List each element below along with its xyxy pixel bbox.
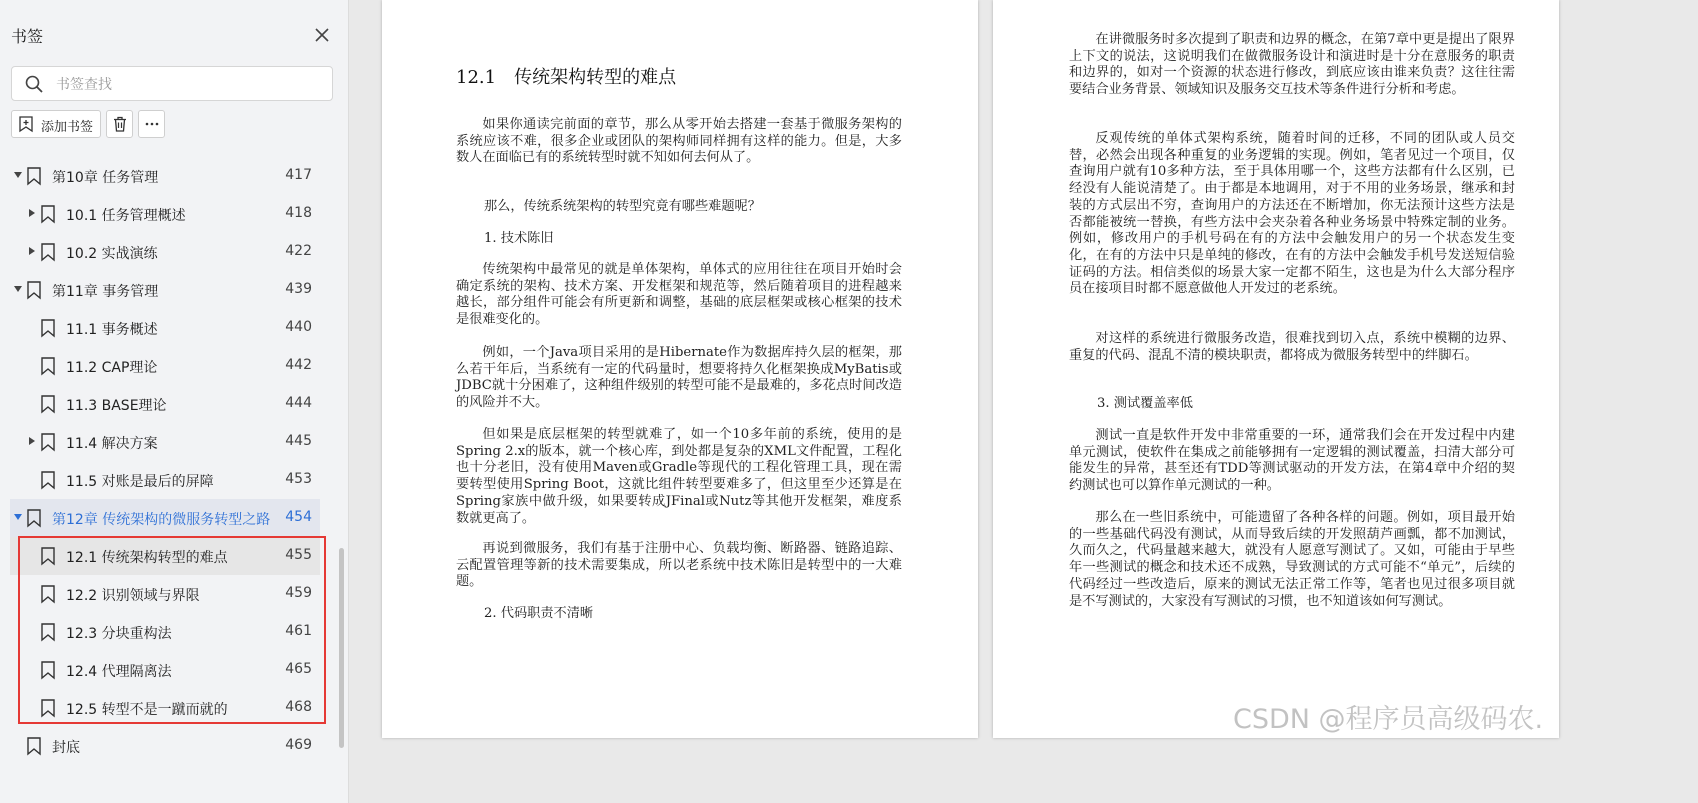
bookmark-item[interactable]: [10, 689, 320, 727]
bookmark-icon: [26, 736, 42, 756]
expand-arrow-icon[interactable]: [27, 246, 37, 256]
bookmark-label: 11.3 BASE理论: [66, 398, 167, 414]
bookmark-page-number: 459: [285, 585, 312, 601]
sidebar-scrollbar[interactable]: [339, 548, 344, 748]
paragraph: 但如果是底层框架的转型就难了，如一个10多年前的系统，使用的是Spring 2.x的版本，就一个核心库，到处都是复杂的XML文件配置，工程化也十分老旧，没有使用Maven或Gradle等现代的工程化管理工具，现在需要转型使用Spring Boot，这就比组件转型要难多了，但这里至少还算是在Spring家族中做升级，如果要转成JFinal或Nutz等其他开发框架，难度系数就更高了。: [456, 427, 902, 526]
bookmark-item[interactable]: [10, 385, 320, 423]
bookmark-page-number: 442: [285, 357, 312, 373]
bookmark-page-number: 469: [285, 737, 312, 753]
paragraph: 反观传统的单体式架构系统，随着时间的迁移，不同的团队或人员交替，必然会出现各种重复的业务逻辑的实现。例如，笔者见过一个项目，仅查询用户就有10多种方法，至于具体用哪一个，这些方法都有什么区别，已经没有人能说清楚了。由于都是本地调用，对于不用的业务场景，继承和封装的方式层出不穷，查询用户的方法还在不断增加，你无法预计这些方法是否都能被统一替换，有些方法中会夹杂着各种业务场景中特殊定制的业务。例如，修改用户的手机号码在有的方法中会触发用户的另一个状态发生变化，在有的方法中只是单纯的修改，在有的方法中会触发手机号发送短信验证码的方法。相信类似的场景大家一定都不陌生，这也是为什么大部分程序员在接项目时都不愿意做他人开发过的老系统。: [1069, 131, 1515, 297]
bookmark-label: 11.5 对账是最后的屏障: [66, 474, 214, 490]
paragraph: 测试一直是软件开发中非常重要的一环，通常我们会在开发过程中内建单元测试，使软件在集成之前能够拥有一定逻辑的测试覆盖，扫清大部分可能发生的异常，甚至还有TDD等测试驱动的开发方法，在第4章中介绍的契约测试也可以算作单元测试的一种。: [1069, 428, 1515, 494]
bookmark-label: 12.5 转型不是一蹴而就的: [66, 702, 228, 718]
bookmark-label: 11.1 事务概述: [66, 322, 158, 338]
trash-icon: [111, 115, 129, 133]
bookmark-icon: [40, 470, 56, 490]
bookmark-icon: [40, 622, 56, 642]
bookmark-label: 10.2 实战演练: [66, 246, 158, 262]
delete-bookmark-button[interactable]: [106, 110, 133, 138]
document-page-left: [382, 0, 978, 738]
bookmark-icon: [40, 394, 56, 414]
bookmark-icon: [40, 318, 56, 338]
bookmark-item[interactable]: [10, 423, 320, 461]
bookmark-icon: [40, 546, 56, 566]
paragraph: 如果你通读完前面的章节，那么从零开始去搭建一套基于微服务架构的系统应该不难，很多企业或团队的架构师同样拥有这样的能力。但是，大多数人在面临已有的系统转型时就不知如何去何从了。: [456, 117, 902, 166]
bookmark-label: 12.3 分块重构法: [66, 626, 172, 642]
bookmark-item[interactable]: [10, 195, 320, 233]
bookmark-search[interactable]: [11, 66, 333, 101]
bookmark-item[interactable]: [10, 347, 320, 385]
add-bookmark-button[interactable]: [11, 110, 101, 138]
bookmark-icon: [40, 584, 56, 604]
bookmark-label: 10.1 任务管理概述: [66, 208, 186, 224]
bookmark-item[interactable]: [10, 575, 320, 613]
bookmark-page-number: 453: [285, 471, 312, 487]
bookmark-page-number: 440: [285, 319, 312, 335]
panel-title: 书签: [11, 27, 44, 46]
paragraph: 对这样的系统进行微服务改造，很难找到切入点，系统中模糊的边界、重复的代码、混乱不清的模块职责，都将成为微服务转型中的绊脚石。: [1069, 331, 1515, 363]
bookmark-page-number: 445: [285, 433, 312, 449]
bookmark-page-number: 461: [285, 623, 312, 639]
bookmark-page-number: 455: [285, 547, 312, 563]
bookmark-icon: [40, 242, 56, 262]
document-page-right: [993, 0, 1559, 738]
bookmark-icon: [40, 698, 56, 718]
bookmark-label: 11.4 解决方案: [66, 436, 158, 452]
paragraph: 那么，传统系统架构的转型究竟有哪些难题呢？: [484, 199, 761, 214]
bookmark-label: 封底: [52, 740, 80, 756]
bookmark-item[interactable]: [10, 461, 320, 499]
paragraph: 例如，一个Java项目采用的是Hibernate作为数据库持久层的框架，那么若干年后，当系统有一定的代码量时，想要将持久化框架换成MyBatis或JDBC就十分困难了，这种组件级别的转型可能不是最难的，多花点时间改造的风险并不大。: [456, 345, 902, 411]
subheading: 1. 技术陈旧: [484, 231, 554, 246]
subheading: 2. 代码职责不清晰: [484, 606, 594, 621]
bookmark-item[interactable]: [10, 499, 320, 537]
bookmark-label: 12.4 代理隔离法: [66, 664, 172, 680]
more-icon: [143, 115, 161, 133]
collapse-arrow-icon[interactable]: [13, 512, 23, 522]
bookmark-item[interactable]: [10, 157, 320, 195]
bookmark-item[interactable]: [10, 271, 320, 309]
bookmark-page-number: 418: [285, 205, 312, 221]
bookmark-label: 12.2 识别领域与界限: [66, 588, 200, 604]
bookmark-label: 第10章 任务管理: [52, 170, 159, 186]
bookmark-icon: [40, 356, 56, 376]
collapse-arrow-icon[interactable]: [13, 170, 23, 180]
bookmark-page-number: 422: [285, 243, 312, 259]
add-bookmark-label: 添加书签: [41, 120, 94, 135]
bookmark-icon: [26, 508, 42, 528]
bookmark-page-number: 465: [285, 661, 312, 677]
bookmark-item[interactable]: [10, 309, 320, 347]
bookmark-label: 12.1 传统架构转型的难点: [66, 550, 228, 566]
section-heading: 12.1 传统架构转型的难点: [456, 67, 677, 88]
paragraph: 那么在一些旧系统中，可能遗留了各种各样的问题。例如，项目最开始的一些基础代码没有测试，从而导致后续的开发照葫芦画瓢，都不加测试，久而久之，代码量越来越大，就没有人愿意写测试了。又如，可能由于早些年一些测试的概念和技术还不成熟，导致测试的方式可能不“单元”，后续的代码经过一些改造后，原来的测试无法正常工作等，笔者也见过很多项目就是不写测试的，大家没有写测试的习惯，也不知道该如何写测试。: [1069, 510, 1515, 609]
bookmark-page-number: 417: [285, 167, 312, 183]
subheading: 3. 测试覆盖率低: [1097, 396, 1193, 411]
bookmark-search-input[interactable]: [54, 73, 318, 97]
expand-arrow-icon[interactable]: [27, 208, 37, 218]
bookmark-panel: [0, 0, 349, 803]
bookmark-label: 11.2 CAP理论: [66, 360, 158, 376]
bookmark-icon: [26, 166, 42, 186]
bookmark-label: 第12章 传统架构的微服务转型之路: [52, 512, 271, 528]
paragraph: 再说到微服务，我们有基于注册中心、负载均衡、断路器、链路追踪、云配置管理等新的技术需要集成，所以老系统中技术陈旧是转型中的一大难题。: [456, 541, 902, 590]
bookmark-icon: [26, 280, 42, 300]
bookmark-item[interactable]: [10, 651, 320, 689]
bookmark-page-number: 439: [285, 281, 312, 297]
bookmark-item[interactable]: [10, 727, 320, 765]
paragraph: 在讲微服务时多次提到了职责和边界的概念，在第7章中更是提出了限界上下文的说法，这说明我们在做微服务设计和演进时是十分在意服务的职责和边界的，如对一个资源的状态进行修改，到底应该由谁来负责？这往往需要结合业务背景、领域知识及服务交互技术等条件进行分析和考虑。: [1069, 32, 1515, 98]
bookmark-item[interactable]: [10, 613, 320, 651]
bookmark-icon: [40, 432, 56, 452]
bookmark-item[interactable]: [10, 233, 320, 271]
bookmark-page-number: 454: [285, 509, 312, 525]
more-options-button[interactable]: [138, 110, 165, 138]
close-icon[interactable]: [312, 25, 332, 45]
bookmark-page-number: 468: [285, 699, 312, 715]
collapse-arrow-icon[interactable]: [13, 284, 23, 294]
watermark: CSDN @程序员高级码农.: [1233, 704, 1544, 735]
bookmark-icon: [40, 660, 56, 680]
bookmark-label: 第11章 事务管理: [52, 284, 159, 300]
search-icon: [24, 74, 44, 94]
paragraph: 传统架构中最常见的就是单体架构，单体式的应用往往在项目开始时会确定系统的架构、技术方案、开发框架和规范等，然后随着项目的进程越来越长，部分组件可能会有所更新和调整，基础的底层框架或核心框架的技术是很难变化的。: [456, 262, 902, 328]
bookmark-page-number: 444: [285, 395, 312, 411]
bookmark-icon: [40, 204, 56, 224]
expand-arrow-icon[interactable]: [27, 436, 37, 446]
add-bookmark-icon: [17, 115, 35, 133]
bookmark-item[interactable]: [10, 537, 320, 575]
